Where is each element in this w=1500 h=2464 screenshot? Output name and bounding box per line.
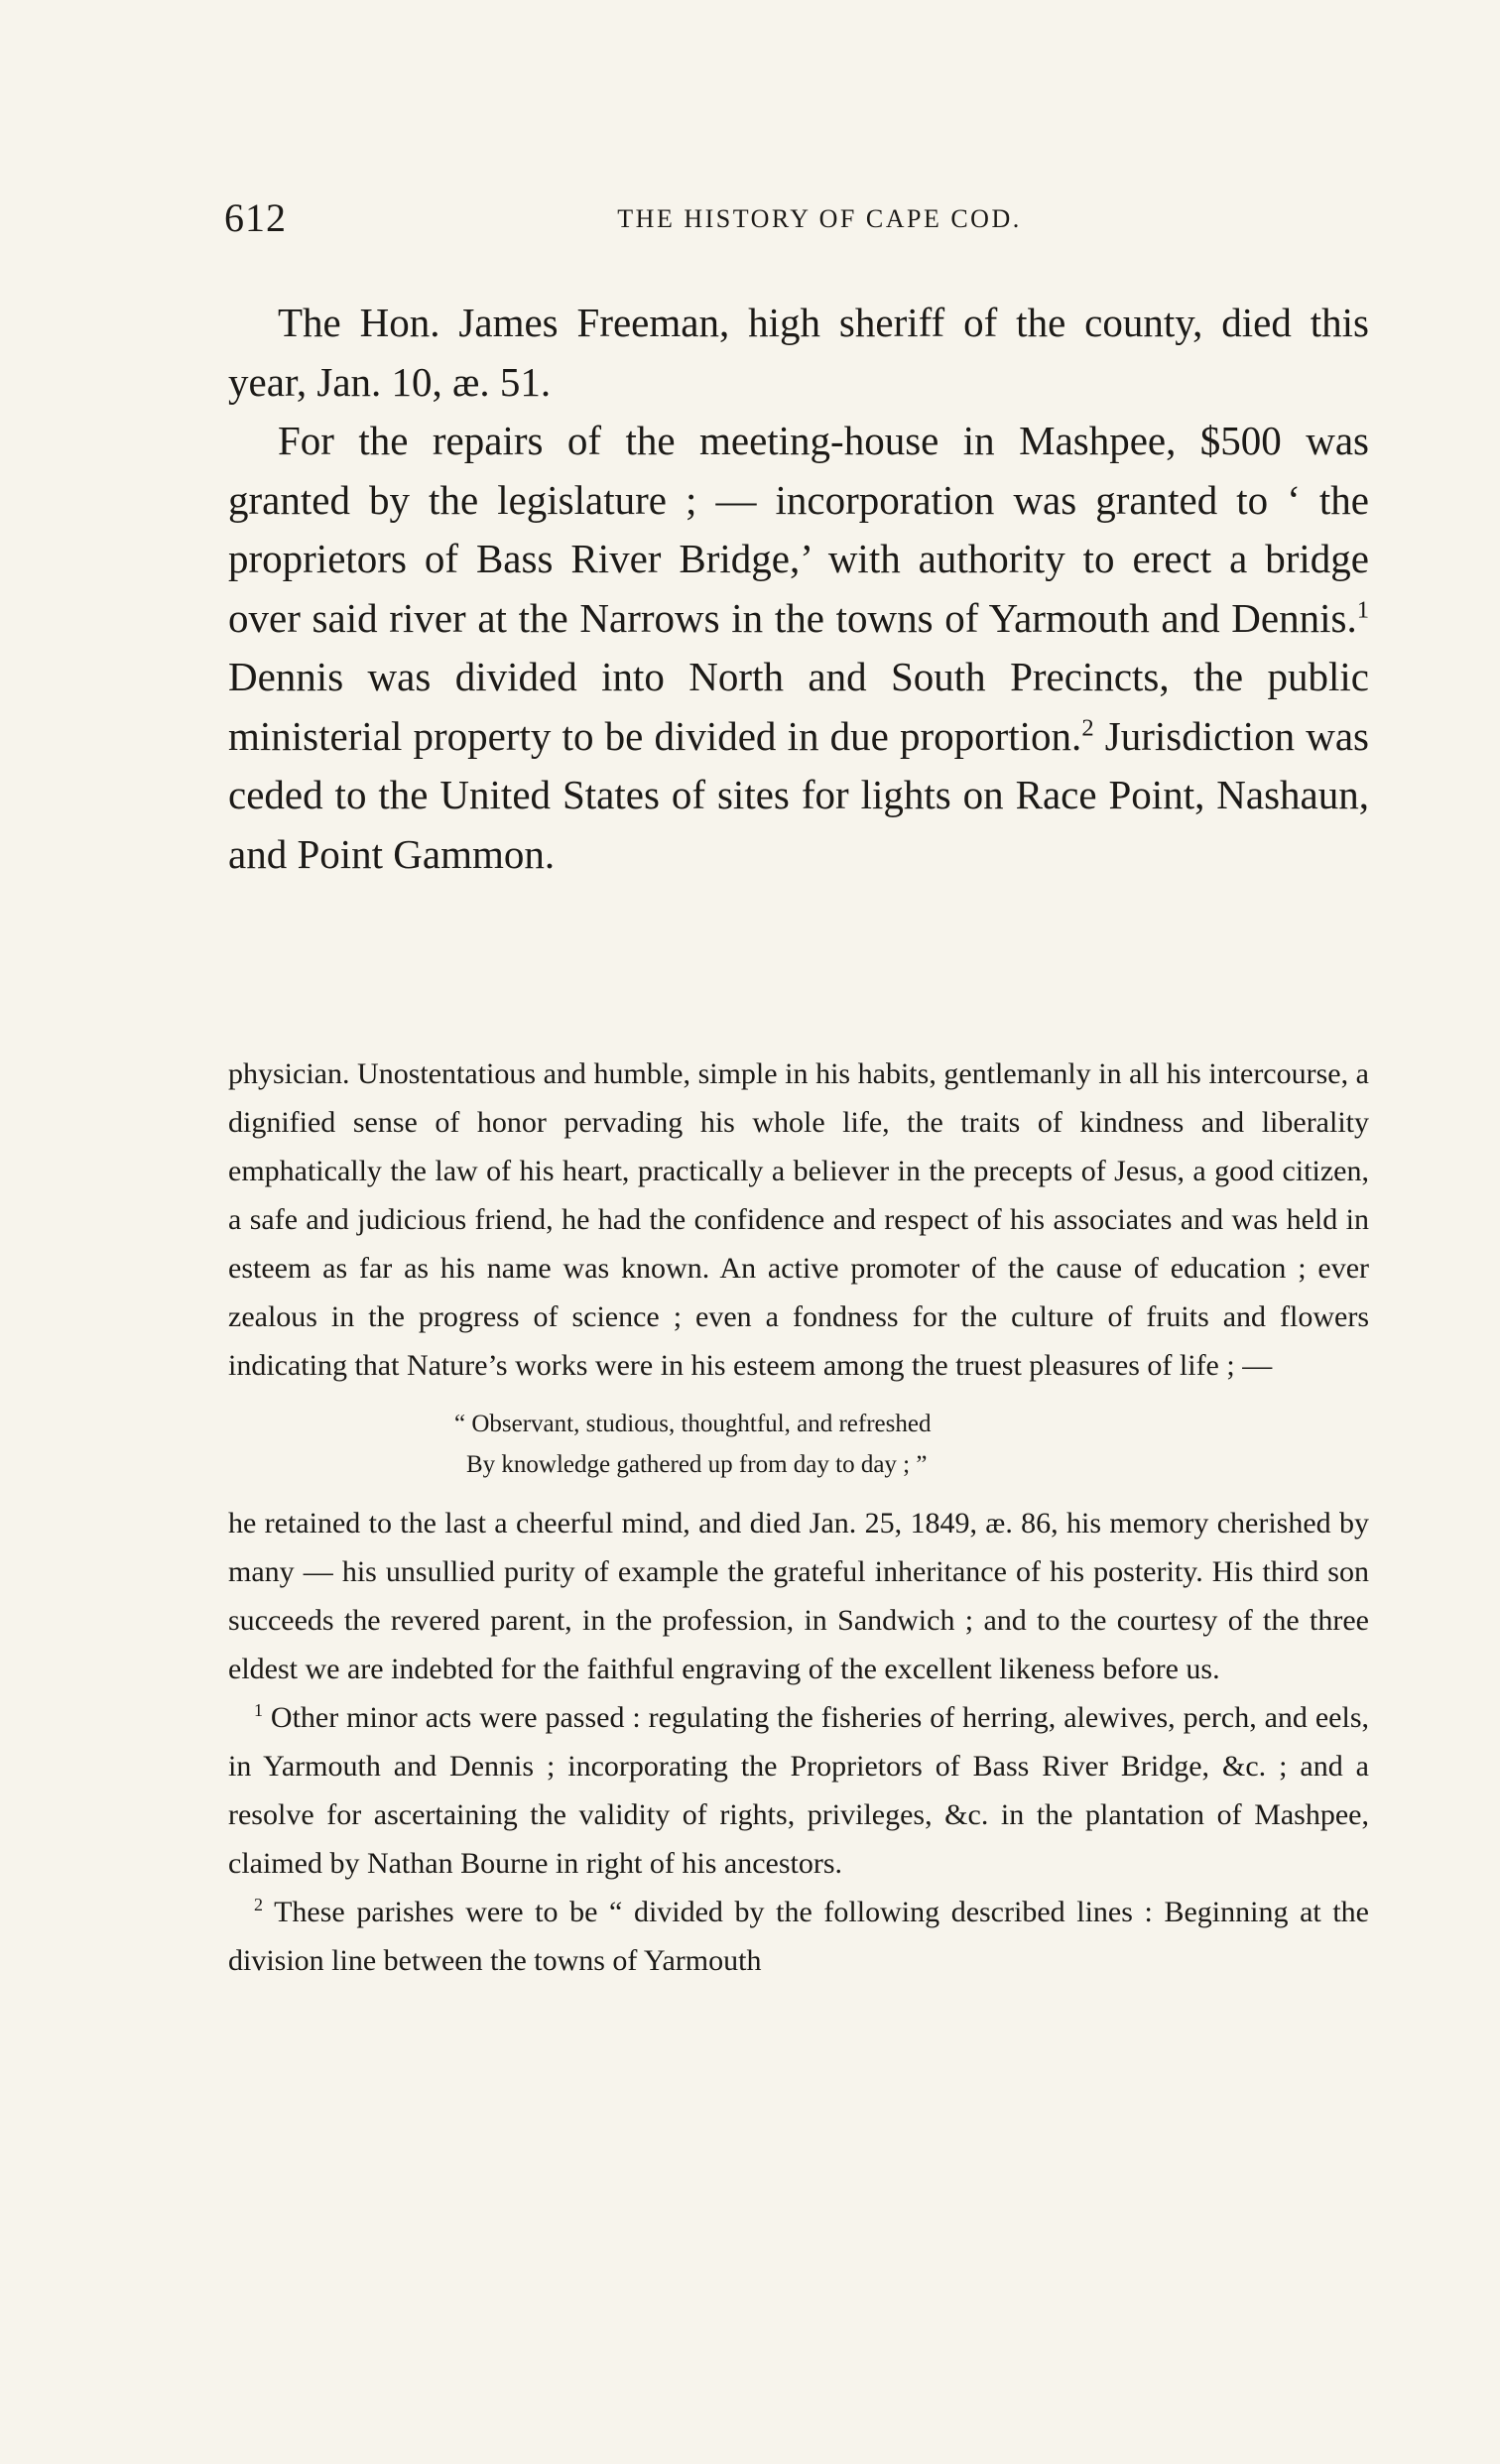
footnote-1-marker: 1 (254, 1700, 263, 1720)
note-continuation: physician. Unostentatious and humble, simple in his habits, gentlemanly in all his intercourse, a dignified sense of honor pervading his whole life, the traits of kindness and liberality emphatically the law of his heart, practically a believer in the precepts of Jesus, a good citizen, a safe and judicious friend, he had the confidence and respect of his associates and was held in esteem as far as his name was known. An active promoter of the cause of education ; ever zealous in the progress of science ; even a fondness for the culture of fruits and flowers indicating that Nature’s works were in his esteem among the truest pleasures of life ; — (228, 1057, 1369, 1382)
footnote-1-text: Other minor acts were passed : regulating the fisheries of herring, alewives, perch, and eels, in Yarmouth and Dennis ; incorporating the Proprietors of Bass River Bridge, &c. ; and a resolve for ascertaining the validity of rights, privileges, &c. in the plantation of Mashpee, claimed by Nathan Bourne in right of his ancestors. (228, 1701, 1369, 1880)
footnote-2-marker: 2 (254, 1895, 263, 1914)
footnotes (228, 1049, 1369, 1985)
note-conclusion: he retained to the last a cheerful mind, and died Jan. 25, 1849, æ. 86, his memory cherished by many — his unsullied purity of example the grateful inheritance of his posterity. His third son succeeds the revered parent, in the profession, in Sandwich ; and to the courtesy of the three eldest we are indebted for the faithful engraving of the excellent likeness before us. (228, 1507, 1369, 1685)
paragraph-freeman: The Hon. James Freeman, high sheriff of the county, died this year, Jan. 10, æ. 51. (228, 300, 1369, 405)
paragraph-acts-part3: Jurisdiction was ceded to the United States of sites for lights on Race Point, Nashaun, and Point Gammon. (228, 712, 1370, 877)
verse-line-1: “ Observant, studious, thoughtful, and refreshed (454, 1411, 932, 1437)
footnote-1 (228, 1693, 1369, 1888)
paragraph-acts (228, 412, 1369, 884)
footnote-2-text: These parishes were to be “ divided by the following described lines : Beginning at the division line between the towns of Yarmouth (228, 1896, 1369, 1977)
verse-quote (228, 1404, 1369, 1485)
footnote-2 (228, 1888, 1369, 1985)
footnote-ref-1: 1 (1356, 595, 1369, 623)
verse-line-2: By knowledge gathered up from day to day ; ” (466, 1451, 928, 1478)
page-header (224, 194, 1375, 254)
footnote-ref-2: 2 (1081, 713, 1094, 741)
page-number: 612 (224, 195, 287, 240)
main-text (228, 294, 1369, 884)
paragraph-acts-part2: Dennis was divided into North and South Precincts, the public ministerial property to be divided in due proportion. (228, 654, 1369, 759)
paragraph-acts-part1: For the repairs of the meeting-house in Mashpee, $500 was granted by the legislature ; — incorporation was granted to ‘ the proprietors of Bass River Bridge,’ with authority to erect a bridge over said river at the Narrows in the towns of Yarmouth and Dennis. (228, 418, 1369, 641)
running-title: THE HISTORY OF CAPE COD. (617, 204, 1022, 233)
